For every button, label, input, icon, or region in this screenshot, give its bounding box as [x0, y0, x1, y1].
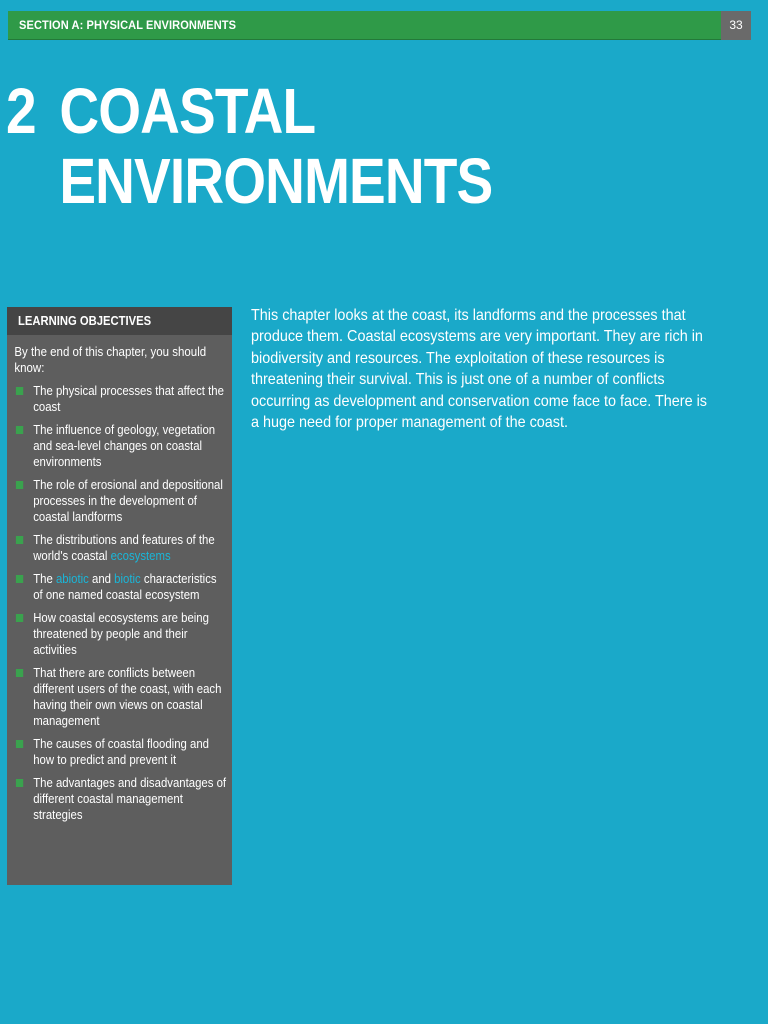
learning-objectives-intro: By the end of this chapter, you should know:	[14, 345, 207, 375]
glossary-term-abiotic[interactable]: abiotic	[55, 572, 89, 586]
square-bullet-icon	[16, 481, 23, 489]
learning-objectives-box	[7, 307, 232, 885]
objective-text: The physical processes that affect the coast	[33, 384, 224, 414]
objective-text: How coastal ecosystems are being threatened by people and their activities	[33, 611, 209, 657]
objective-item	[15, 477, 226, 525]
objective-text: The distributions and features of the world's coastal	[33, 533, 215, 563]
section-label: SECTION A: PHYSICAL ENVIRONMENTS	[19, 18, 237, 32]
chapter-intro-paragraph: This chapter looks at the coast, its landforms and the processes that produce them. Coastal ecosystems are very important. They are rich in biodiversity and resources. The exploitation of these resources is threatening their survival. This is just one of a number of conflicts occurring as development and conservation come face to face. There is a huge need for proper management of the coast.	[251, 307, 707, 432]
objective-text: characteristics of one named coastal ecosystem	[33, 572, 217, 602]
objective-item	[15, 736, 226, 768]
objective-item	[15, 422, 226, 470]
square-bullet-icon	[16, 426, 23, 434]
objective-item	[15, 571, 226, 603]
square-bullet-icon	[16, 536, 23, 544]
objective-text: The advantages and disadvantages of different coastal management strategies	[33, 776, 227, 822]
square-bullet-icon	[16, 779, 23, 787]
page-number: 33	[721, 11, 751, 40]
section-header-bar	[8, 11, 751, 40]
objective-text: and	[88, 572, 115, 586]
chapter-title-line2: ENVIRONMENTS	[59, 145, 493, 217]
learning-objectives-heading-text: LEARNING OBJECTIVES	[18, 314, 152, 328]
objective-item	[15, 775, 226, 823]
glossary-term-biotic[interactable]: biotic	[114, 572, 141, 586]
chapter-title-line1: COASTAL	[59, 75, 316, 147]
square-bullet-icon	[16, 669, 23, 677]
objective-item	[15, 383, 226, 415]
square-bullet-icon	[16, 387, 23, 395]
square-bullet-icon	[16, 740, 23, 748]
chapter-title	[6, 76, 492, 216]
chapter-number: 2	[6, 75, 36, 147]
objective-item	[15, 532, 226, 564]
glossary-term-ecosystems[interactable]: ecosystems	[110, 549, 171, 563]
objective-text: That there are conflicts between different users of the coast, with each having their own views on coastal management	[33, 666, 222, 728]
learning-objectives-list	[7, 376, 247, 823]
objective-text: The role of erosional and depositional processes in the development of coastal landforms	[33, 478, 223, 524]
objective-item	[15, 610, 226, 658]
objective-text: The influence of geology, vegetation and sea-level changes on coastal environments	[33, 423, 216, 469]
objective-item	[15, 665, 226, 729]
objective-text: The	[33, 572, 56, 586]
square-bullet-icon	[16, 614, 23, 622]
square-bullet-icon	[16, 575, 23, 583]
objective-text: The causes of coastal flooding and how to predict and prevent it	[33, 737, 210, 767]
learning-objectives-heading	[7, 307, 232, 335]
